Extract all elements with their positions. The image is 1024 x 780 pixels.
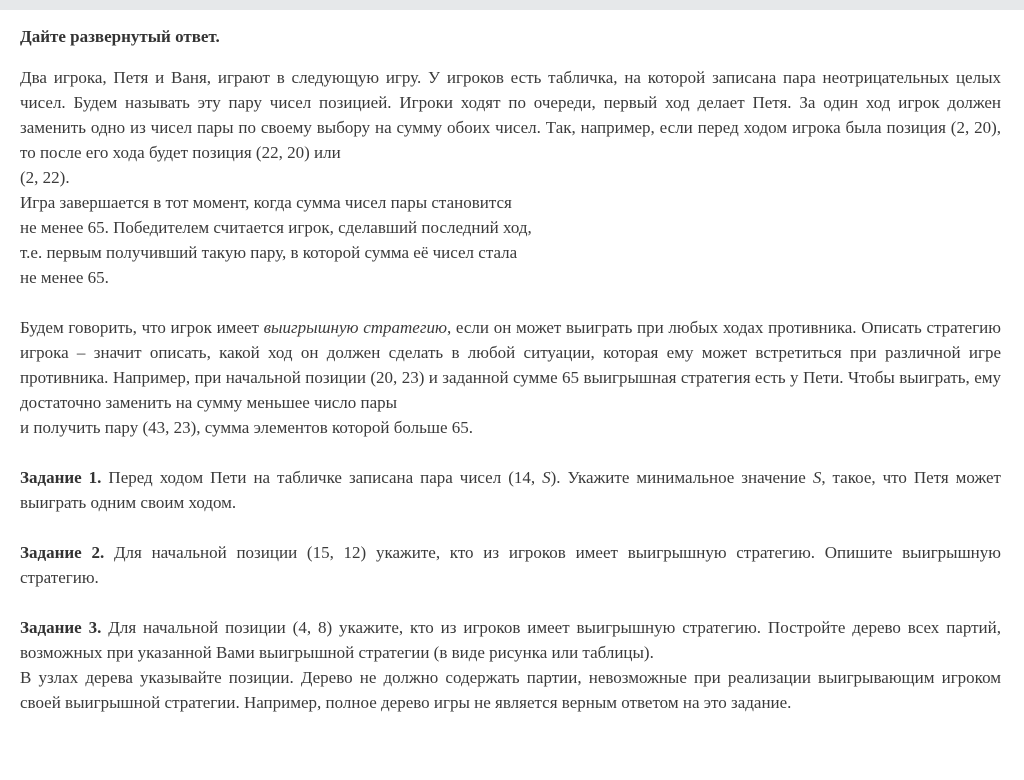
strategy-paragraph (20, 315, 1001, 415)
strategy-term: выигрышную стратегию (263, 318, 447, 337)
task-3-label: Задание 3. (20, 618, 102, 637)
task-content (20, 24, 1001, 715)
task-1-text: ). Укажите минимальное значение (550, 468, 813, 487)
intro-paragraph: Два игрока, Петя и Ваня, играют в следующую игру. У игроков есть табличка, на которой записана пара неотрицательных целых чисел. Будем называть эту пару чисел позицией. Игроки ходят по очереди, первый ход делает Петя. За один ход игрок должен заменить одно из чисел пары по своему выбору на сумму обоих чисел. Так, например, если перед ходом игрока была позиция (2, 20), то после его хода будет позиция (22, 20) или (20, 68, 1001, 162)
intro-line: не менее 65. Победителем считается игрок, сделавший последний ход, (20, 218, 532, 237)
top-bar (0, 0, 1024, 10)
intro-line: (2, 22). (20, 168, 70, 187)
task-3 (20, 615, 1001, 665)
task-3-text: Для начальной позиции (4, 8) укажите, кто из игроков имеет выигрышную стратегию. Постройте дерево всех партий, возможных при указанной Вами выигрышной стратегии (в виде рисунка или таблицы). (20, 618, 1001, 662)
variable-s: S (812, 468, 822, 487)
task-1-label: Задание 1. (20, 468, 102, 487)
strategy-line: и получить пару (43, 23), сумма элементов которой больше 65. (20, 418, 473, 437)
task-2 (20, 540, 1001, 590)
task-1-text: , такое, что Петя может выиграть одним своим ходом. (20, 468, 1001, 512)
intro-line: не менее 65. (20, 268, 109, 287)
intro-line: Игра завершается в тот момент, когда сумма чисел пары становится (20, 193, 512, 212)
page-title: Дайте развернутый ответ. (20, 27, 220, 46)
task-2-text: Для начальной позиции (15, 12) укажите, кто из игроков имеет выигрышную стратегию. Опишите выигрышную стратегию. (20, 543, 1001, 587)
task-2-label: Задание 2. (20, 543, 105, 562)
strategy-text: Будем говорить, что игрок имеет (20, 318, 264, 337)
strategy-text: , если он может выиграть при любых ходах противника. Описать стратегию игрока – значит описать, какой ход он должен сделать в любой ситуации, которая ему может встретиться при различной игре противника. Например, при начальной позиции (20, 23) и заданной сумме 65 выигрышная стратегия есть у Пети. Чтобы выиграть, ему достаточно заменить на сумму меньшее число пары (20, 318, 1001, 412)
task-1-text: Перед ходом Пети на табличке записана пара чисел (14, (101, 468, 543, 487)
task-3-note: В узлах дерева указывайте позиции. Дерево не должно содержать партии, невозможные при реализации выигрывающим игроком своей выигрышной стратегии. Например, полное дерево игры не является верным ответом на это задание. (20, 668, 1001, 712)
task-1 (20, 465, 1001, 515)
intro-line: т.е. первым получивший такую пару, в которой сумма её чисел стала (20, 243, 518, 262)
variable-s: S (542, 468, 551, 487)
